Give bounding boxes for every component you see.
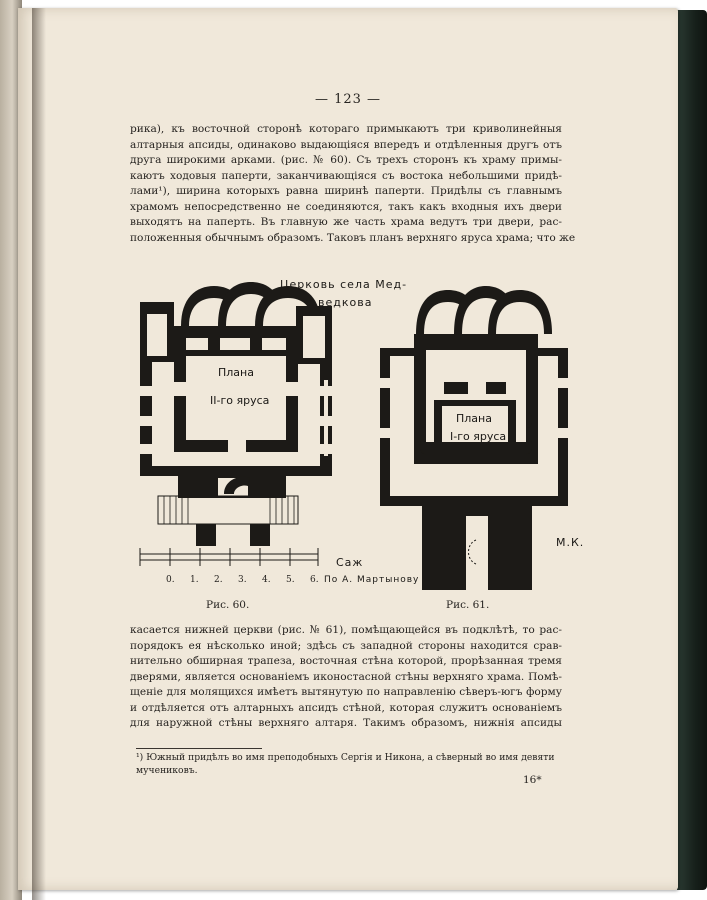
text-line: дверями, является основаніемъ иконостасной стѣны верхняго храма. Помѣ-	[130, 670, 562, 683]
fig61-plan-label-line2: I-го яруса	[450, 430, 507, 443]
scale-tick: 3.	[238, 575, 247, 585]
scale-tick: 2.	[214, 575, 223, 585]
figure-title-line2: ведкова	[318, 296, 373, 309]
text-line: храмомъ непосредственно не соединяются, такъ какъ входныя ихъ двери	[130, 200, 562, 213]
text-line: касается нижней церкви (рис. № 61), помѣщающейся въ подклѣтѣ, то рас-	[130, 624, 562, 636]
text-line: друга широкими арками. (рис. № 60). Съ трехъ сторонъ къ храму примы-	[130, 154, 562, 166]
fig61-plan-label-line1: Плана	[456, 412, 492, 425]
footnote: ¹) Южный придѣлъ во имя преподобныхъ Сергія и Никона, а сѣверный во имя девяти мучениковъ.	[136, 752, 555, 776]
text-line: нительно обширная трапеза, восточная стѣна которой, прорѣзанная тремя	[130, 655, 562, 667]
text-line: щеніе для молящихся имѣетъ вытянутую по направленію сѣверъ-югъ форму	[130, 686, 562, 698]
text-bottom	[130, 623, 562, 732]
scale-bar	[140, 548, 318, 566]
fig61-caption: Рис. 61.	[446, 599, 490, 611]
text-line: положенныя обычнымъ образомъ. Таковъ планъ верхняго яруса храма; что же	[130, 231, 576, 244]
scale-tick: 4.	[262, 575, 271, 585]
page-number: — 123 —	[314, 92, 382, 107]
text-line: лами¹), ширина которыхъ равна ширинѣ паперти. Придѣлы съ главнымъ	[130, 185, 562, 197]
church-plans-figure	[18, 8, 678, 608]
text-line: алтарныя апсиды, одинаково выдающіяся впередъ и отдѣленныя другъ отъ	[130, 138, 562, 151]
figure-title-line1: Церковь села Мед-	[280, 278, 408, 291]
scale-author: По А. Мартынову	[324, 575, 420, 585]
book-cover-edge	[677, 10, 707, 890]
monogram: М.К.	[556, 536, 585, 549]
text-line: рика), къ восточной сторонѣ котораго примыкаютъ три криволинейныя	[130, 123, 562, 135]
text-line: выходятъ на паперть. Въ главную же часть храма ведутъ три двери, рас-	[130, 216, 562, 228]
text-line: и отдѣляется отъ алтарныхъ апсидъ стѣной, которая служитъ основаніемъ	[130, 701, 562, 714]
scale-tick: 5.	[286, 575, 295, 585]
scale-tick: 1.	[190, 575, 199, 585]
text-line: для наружной стѣны верхняго алтаря. Такимъ образомъ, нижнія апсиды	[130, 717, 562, 729]
text-line: каютъ ходовыя паперти, заканчивающіяся съ востока небольшими придѣ-	[130, 169, 562, 182]
fig60-caption: Рис. 60.	[206, 599, 250, 611]
plan-fig60	[140, 282, 332, 546]
text-line: порядокъ ея нѣсколько иной; здѣсь съ западной стороны находится срав-	[130, 639, 562, 652]
book-page	[18, 8, 678, 890]
signature-mark: 16*	[523, 774, 542, 786]
scale-tick: 6.	[310, 575, 319, 585]
footnote-rule	[136, 748, 262, 749]
scale-tick: 0.	[166, 575, 175, 585]
scale-unit-label: Саж	[336, 556, 364, 569]
fig60-plan-label-line1: Плана	[218, 366, 254, 379]
fig60-plan-label-line2: II-го яруса	[210, 394, 270, 407]
